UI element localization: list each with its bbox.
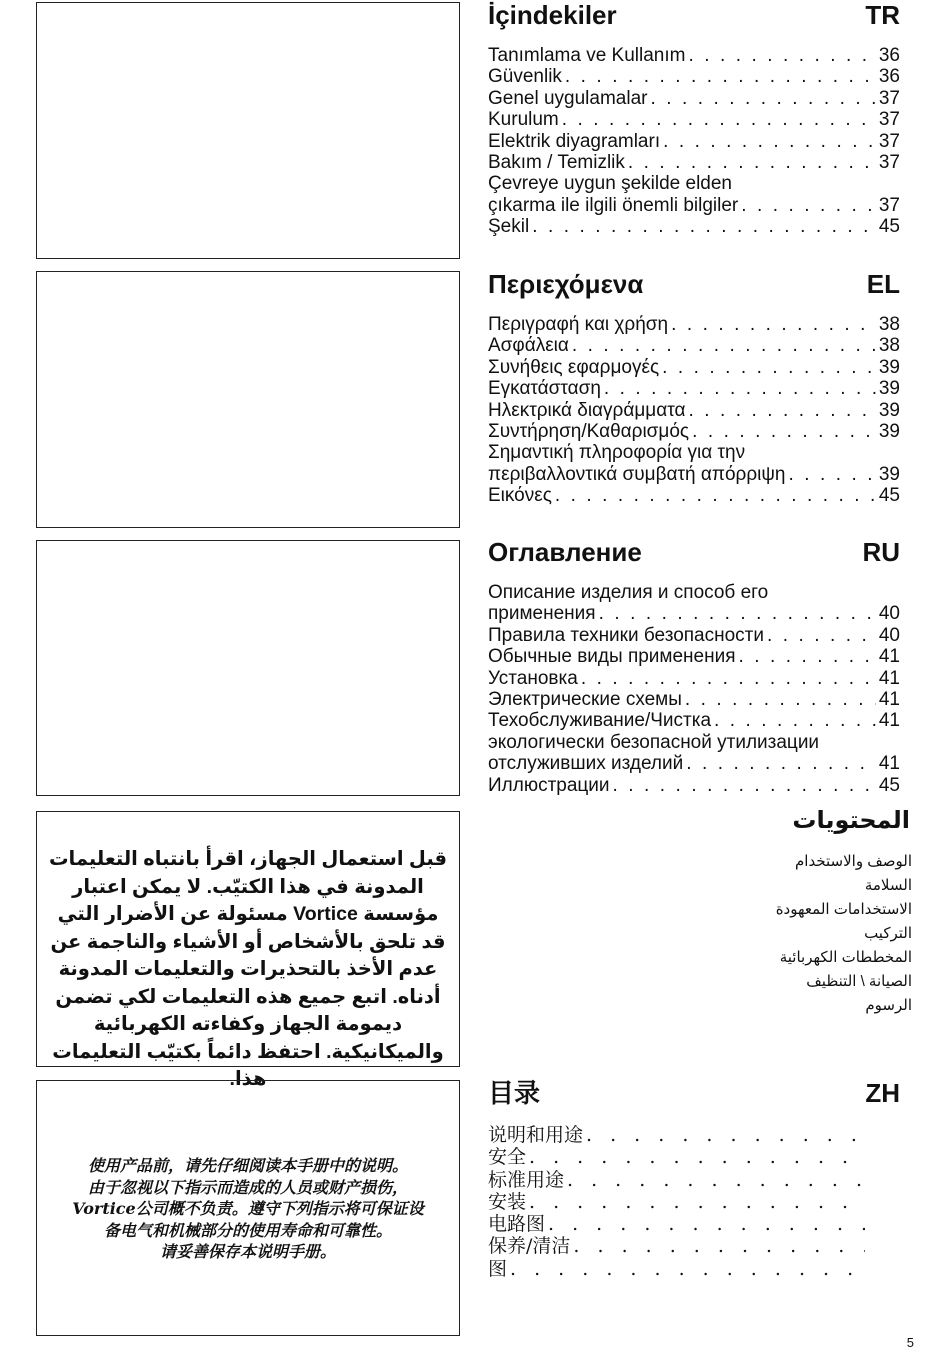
entry-label: Περιγραφή και χρήση — [488, 314, 669, 335]
entry-label: Описание изделия и способ его — [488, 582, 769, 603]
toc-entry — [488, 152, 900, 173]
entry-label: Genel uygulamalar — [488, 87, 648, 109]
toc-entry — [488, 400, 900, 421]
toc-el — [488, 269, 900, 507]
page-number: 5 — [906, 1335, 914, 1350]
chinese-notice-text — [37, 1081, 459, 1263]
entry-label: 标准用途 — [488, 1168, 565, 1191]
dot-leader — [529, 1146, 865, 1168]
dot-leader — [671, 314, 876, 335]
toc-entry: الصيانة \ التنظيف — [806, 973, 912, 990]
entry-label: Συντήρηση/Καθαρισμός — [488, 420, 690, 442]
dot-leader — [562, 109, 876, 130]
section-title: 目录 — [488, 1079, 541, 1109]
arabic-notice-text: قبل استعمال الجهاز، اقرأ بانتباه التعليمات المدونة في هذا الكتيّب. لا يمكن اعتبار مؤسسة Vortice مسئولة عن الأضرار التي قد تلحق بالأشخاص أو الأشياء والناجمة عن عدم الأخذ بالتحذيرات والتعليمات المدونة أدناه. اتبع جميع هذه التعليمات لكي تضمن ديمومة الجهاز وكفاءته الكهربائية والميكانيكية. احتفظ دائماً بكتيّب التعليمات هذا. — [48, 848, 448, 1090]
entry-label: Σημαντική πληροφορία για την — [488, 442, 746, 464]
toc-entry — [488, 173, 900, 194]
entry-label: Şekil — [488, 216, 530, 238]
dot-leader — [739, 646, 876, 667]
dot-leader — [529, 1191, 865, 1213]
toc-list-arabic — [776, 850, 912, 1018]
toc-tr — [488, 0, 900, 238]
chinese-notice-line: Vortice公司概不负责。遵守下列指示将可保证设 — [72, 1199, 424, 1218]
chinese-notice-line: 请妥善保存本说明手册。 — [159, 1242, 336, 1261]
dot-leader — [565, 66, 876, 87]
entry-page: 37 — [878, 130, 900, 152]
toc-entry — [488, 1258, 868, 1280]
toc-entry — [488, 689, 900, 710]
dot-leader — [663, 131, 876, 152]
toc-entry — [488, 732, 900, 753]
entry-page: 38 — [878, 335, 900, 357]
entry-page: 45 — [878, 485, 900, 507]
language-code: ZH — [865, 1078, 900, 1108]
toc-entry: المخططات الكهربائية — [779, 949, 912, 966]
toc-list — [488, 314, 900, 507]
dot-leader — [692, 421, 876, 442]
toc-entry: التركيب — [864, 925, 912, 942]
entry-label: Elektrik diyagramları — [488, 130, 661, 152]
toc-entry — [488, 335, 900, 356]
entry-page: 39 — [878, 399, 900, 421]
toc-entry — [488, 1169, 868, 1191]
entry-label: Правила техники безопасности — [488, 624, 764, 646]
toc-entry — [488, 442, 900, 463]
entry-page: 41 — [878, 710, 900, 732]
toc-ru — [488, 537, 900, 796]
entry-page: 37 — [878, 87, 900, 109]
toc-entry: الرسوم — [865, 997, 912, 1014]
toc-entry — [488, 625, 900, 646]
entry-label: Kurulum — [488, 109, 559, 131]
entry-page: 41 — [878, 753, 900, 775]
dot-leader — [510, 1258, 865, 1280]
toc-entry: السلامة — [864, 877, 912, 894]
chinese-notice-box — [36, 1080, 460, 1336]
toc-list — [488, 1124, 868, 1280]
image-placeholder-ru — [36, 540, 460, 796]
entry-page: 37 — [878, 151, 900, 173]
section-title: Περιεχόμενα — [488, 269, 644, 299]
entry-page: 36 — [878, 45, 900, 66]
dot-leader — [586, 1124, 865, 1146]
toc-entry — [488, 45, 900, 66]
entry-label: применения — [488, 603, 596, 625]
toc-entry — [488, 66, 900, 87]
entry-page: 40 — [878, 603, 900, 625]
toc-entry — [488, 775, 900, 796]
entry-label: 图 — [488, 1257, 508, 1280]
toc-entry — [488, 710, 900, 731]
entry-label: 安装 — [488, 1190, 527, 1213]
dot-leader — [767, 625, 876, 646]
toc-entry — [488, 314, 900, 335]
entry-page: 45 — [878, 216, 900, 238]
entry-label: Электрические схемы — [488, 688, 682, 710]
entry-label: Ασφάλεια — [488, 335, 569, 357]
dot-leader — [604, 378, 876, 399]
toc-entry — [488, 1146, 868, 1168]
dot-leader — [714, 710, 876, 731]
language-code: TR — [865, 0, 900, 30]
arabic-notice-box — [36, 811, 460, 1090]
toc-list — [488, 582, 900, 796]
dot-leader — [686, 753, 876, 774]
entry-label: Установка — [488, 667, 578, 689]
entry-page: 36 — [878, 66, 900, 88]
entry-page: 45 — [878, 774, 900, 796]
dot-leader — [685, 689, 876, 710]
toc-entry: الاستخدامات المعهودة — [775, 901, 912, 918]
entry-page: 41 — [878, 667, 900, 689]
toc-entry — [488, 1213, 868, 1235]
entry-label: Συνήθεις εφαρμογές — [488, 356, 660, 378]
entry-page: 38 — [878, 314, 900, 335]
toc-entry — [488, 485, 900, 506]
dot-leader — [555, 485, 876, 506]
toc-entry — [488, 753, 900, 774]
toc-entry — [488, 646, 900, 667]
toc-entry — [488, 131, 900, 152]
chinese-notice-line: 备电气和机械部分的使用寿命和可靠性。 — [103, 1220, 392, 1240]
toc-header — [488, 537, 900, 567]
entry-page: 37 — [878, 109, 900, 131]
entry-label: Техобслуживание/Чистка — [488, 710, 712, 732]
dot-leader — [567, 1169, 865, 1191]
entry-page: 39 — [878, 463, 900, 485]
entry-label: Tanımlama ve Kullanım — [488, 45, 686, 66]
entry-page: 41 — [878, 688, 900, 710]
entry-label: Εγκατάσταση — [488, 378, 601, 400]
image-placeholder-tr — [36, 2, 460, 259]
dot-leader — [548, 1213, 865, 1235]
entry-label: Çevreye uygun şekilde elden — [488, 173, 732, 195]
toc-entry — [488, 357, 900, 378]
dot-leader — [789, 464, 876, 485]
section-title: Оглавление — [488, 537, 642, 567]
toc-entry — [488, 1124, 868, 1146]
dot-leader — [581, 668, 876, 689]
dot-leader — [650, 88, 875, 109]
toc-entry — [488, 1191, 868, 1213]
entry-label: 保养/清洁 — [488, 1235, 571, 1258]
toc-entry — [488, 195, 900, 216]
toc-entry — [488, 668, 900, 689]
toc-entry — [488, 421, 900, 442]
chinese-notice-line: 使用产品前，请先仔细阅读本手册中的说明。 — [87, 1156, 408, 1175]
dot-leader — [613, 775, 876, 796]
entry-page: 39 — [878, 378, 900, 400]
entry-page: 39 — [878, 420, 900, 442]
dot-leader — [599, 603, 876, 624]
toc-header — [488, 1078, 900, 1108]
entry-label: Εικόνες — [488, 485, 552, 507]
dot-leader — [532, 216, 876, 237]
entry-label: Ηλεκτρικά διαγράμματα — [488, 399, 686, 421]
section-title-arabic: المحتويات — [792, 807, 910, 834]
toc-entry — [488, 603, 900, 624]
toc-entry — [488, 378, 900, 399]
toc-entry — [488, 582, 900, 603]
entry-page: 40 — [878, 624, 900, 646]
entry-label: Иллюстрации — [488, 774, 610, 796]
entry-label: отслуживших изделий — [488, 753, 684, 775]
dot-leader — [688, 400, 875, 421]
toc-entry — [488, 216, 900, 237]
chinese-notice-line: 由于忽视以下指示而造成的人员或财产损伤， — [87, 1177, 408, 1197]
language-code: RU — [862, 537, 900, 567]
entry-label: 电路图 — [488, 1213, 546, 1236]
language-code: EL — [866, 269, 900, 299]
entry-label: çıkarma ile ilgili önemli bilgiler — [488, 194, 739, 216]
toc-entry — [488, 109, 900, 130]
image-placeholder-el — [36, 271, 460, 528]
dot-leader — [688, 45, 875, 66]
entry-label: 安全 — [488, 1146, 527, 1169]
entry-label: Обычные виды применения — [488, 646, 736, 668]
entry-label: экологически безопасной утилизации — [488, 731, 820, 753]
dot-leader — [662, 357, 876, 378]
entry-label: περιβαλλοντικά συμβατή απόρριψη — [488, 463, 786, 485]
toc-entry — [488, 88, 900, 109]
section-title: İçindekiler — [488, 0, 617, 30]
toc-entry — [488, 1235, 868, 1257]
toc-entry: الوصف والاستخدام — [795, 853, 912, 870]
toc-header — [488, 269, 900, 299]
toc-zh — [488, 1078, 900, 1280]
entry-label: Güvenlik — [488, 66, 562, 88]
dot-leader — [741, 195, 876, 216]
toc-entry — [488, 464, 900, 485]
dot-leader — [628, 152, 876, 173]
dot-leader — [573, 1235, 865, 1257]
entry-label: Bakım / Temizlik — [488, 151, 625, 173]
dot-leader — [572, 335, 876, 356]
entry-page: 39 — [878, 356, 900, 378]
toc-list — [488, 45, 900, 238]
toc-header — [488, 0, 900, 30]
entry-page: 41 — [878, 646, 900, 668]
entry-label: 说明和用途 — [488, 1124, 584, 1146]
entry-page: 37 — [878, 194, 900, 216]
